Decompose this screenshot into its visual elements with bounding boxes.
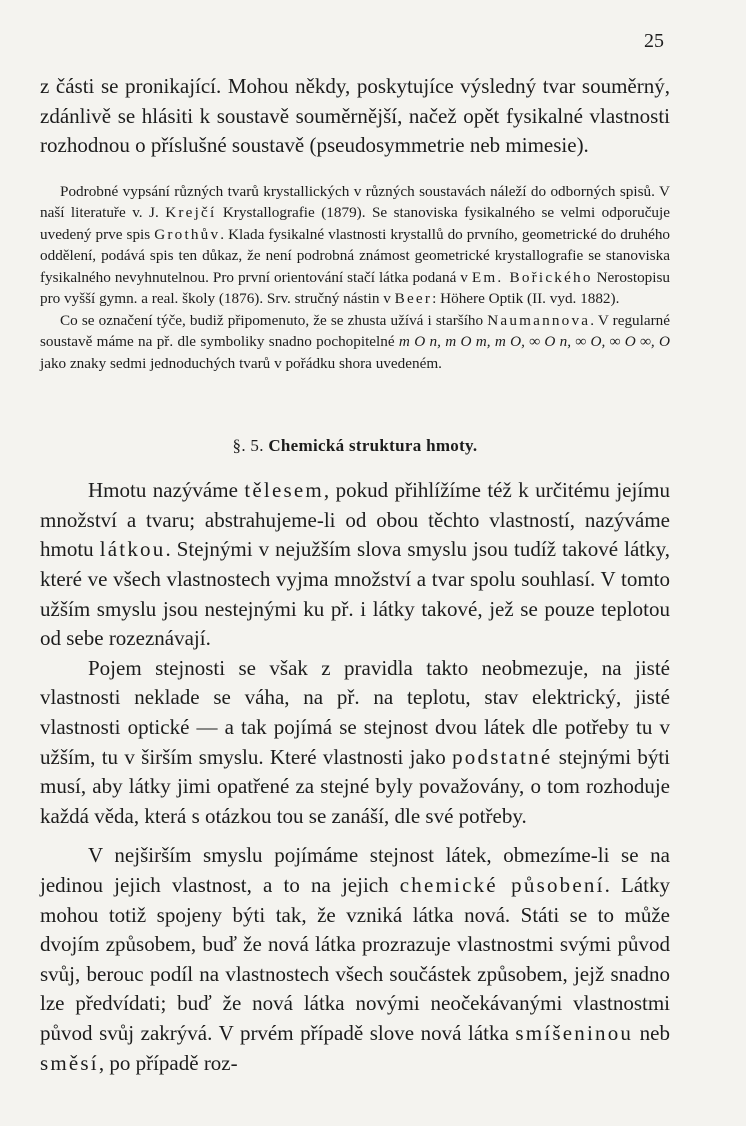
emphasized-term: látkou: [99, 537, 166, 562]
section-title: Chemická struktura hmoty.: [268, 436, 478, 456]
footnote-symbols: Co se označení týče, budiž připomenuto, že se zhusta užívá i staršího Naumannova. V regularné soustavě máme na př. dle symboliky snadno pochopitelné m O n, m O m, m O, ∞ O n, ∞ O, ∞ O ∞, O jako znaky sedmi jednoduchých tvarů v pořádku shora uvedeném.: [40, 311, 670, 372]
paragraph-teleso: Hmotu nazýváme tělesem, pokud přihlížíme též k určitému jejímu množství a tvaru; abstrahujeme-li od obou těchto vlastností, nazýváme hmotu látkou. Stejnými v nejužším slova smyslu jsou tudíž takové látky, které ve všech vlastnostech vyjma množství a tvar spolu souhlasí. V tomto užším smyslu jsou nestejnými ku př. i látky takové, jež se pouze teplotou od sebe rozeznávají.: [40, 478, 670, 651]
page-number: 25: [644, 30, 664, 52]
section-heading: [40, 436, 670, 456]
emphasized-term: směsí: [40, 1050, 99, 1075]
author-name: Beer: [394, 290, 433, 308]
section-number: §. 5.: [232, 436, 264, 456]
footnote-literature: Podrobné vypsání různých tvarů krystallických v různých soustavách náleží do odborných spisů. V naší literatuře v. J. Krejčí Krystallografie (1879). Se stanoviska fysikalného se velmi odporučuje uvedený prve spis Grothův. Klada fysikalné vlastnosti krystallů do prvního, geometrické do druhého oddělení, podává spis ten důkaz, že není podrobná známost geometrické krystallografie se stanoviska fysikalného nevyhnutelnou. Pro první orientování stačí látka podaná v Em. Bořického Nerostopisu pro vyšší gymn. a real. školy (1876). Srv. stručný nástin v Beer: Höhere Optik (II. vyd. 1882).: [40, 182, 671, 308]
paragraph-text: z části se pronikající. Mohou někdy, poskytujíce výsledný tvar souměrný, zdánlivě se hlásiti k soustavě souměrnější, načež opět fysikalné vlastnosti rozhodnou o příslušné soustavě (pseudosymmetrie neb mimesie).: [40, 74, 670, 158]
emphasized-term: chemické působení: [399, 873, 605, 897]
continued-paragraph: [40, 72, 670, 161]
book-page: [40, 28, 670, 1078]
footnote-block: [40, 181, 670, 375]
paragraph-stejnost: Pojem stejnosti se však z pravidla takto neobmezuje, na jisté vlastnosti neklade se váha, na př. na teplotu, stav elektrický, jisté vlastnosti optické — a tak pojímá se stejnost dvou látek dle potřeby tu v užším, tu v širším smyslu. Které vlastnosti jako podstatné stejnými býti musí, aby látky jimi opatřené za stejné byly považovány, o tom rozhoduje každá věda, která s otázkou tou se zanáší, dle své potřeby.: [40, 655, 670, 828]
emphasized-term: podstatné: [452, 744, 553, 769]
paragraph-chemicke-pusobeni: V nejširším smyslu pojímáme stejnost látek, obmezíme-li se na jedinou jejich vlastnost, a to na jejich chemické působení. Látky mohou totiž spojeny býti tak, že vzniká látka nová. Státi se to může dvojím způsobem, buď že nová látka prozrazuje vlastnostmi svými původ svůj, berouc podíl na vlastnostech všech součástek způsobem, jejž snadno lze předvídati; buď že nová látka novými neočekávanými vlastnostmi původ svůj zakrývá. V prvém případě slove nová látka smíšeninou neb směsí, po případě roz-: [40, 843, 670, 1075]
emphasized-term: tělesem: [244, 478, 324, 503]
emphasized-term: smíšeninou: [515, 1020, 634, 1045]
section-body: [40, 476, 670, 1078]
author-name: Grothův: [154, 225, 221, 243]
crystal-symbols: m O n, m O m, m O, ∞ O n, ∞ O, ∞ O ∞, O: [398, 333, 670, 351]
author-name: Em. Bořického: [471, 268, 593, 286]
author-name: Krejčí: [165, 204, 217, 222]
author-name: Naumannova: [487, 311, 591, 329]
